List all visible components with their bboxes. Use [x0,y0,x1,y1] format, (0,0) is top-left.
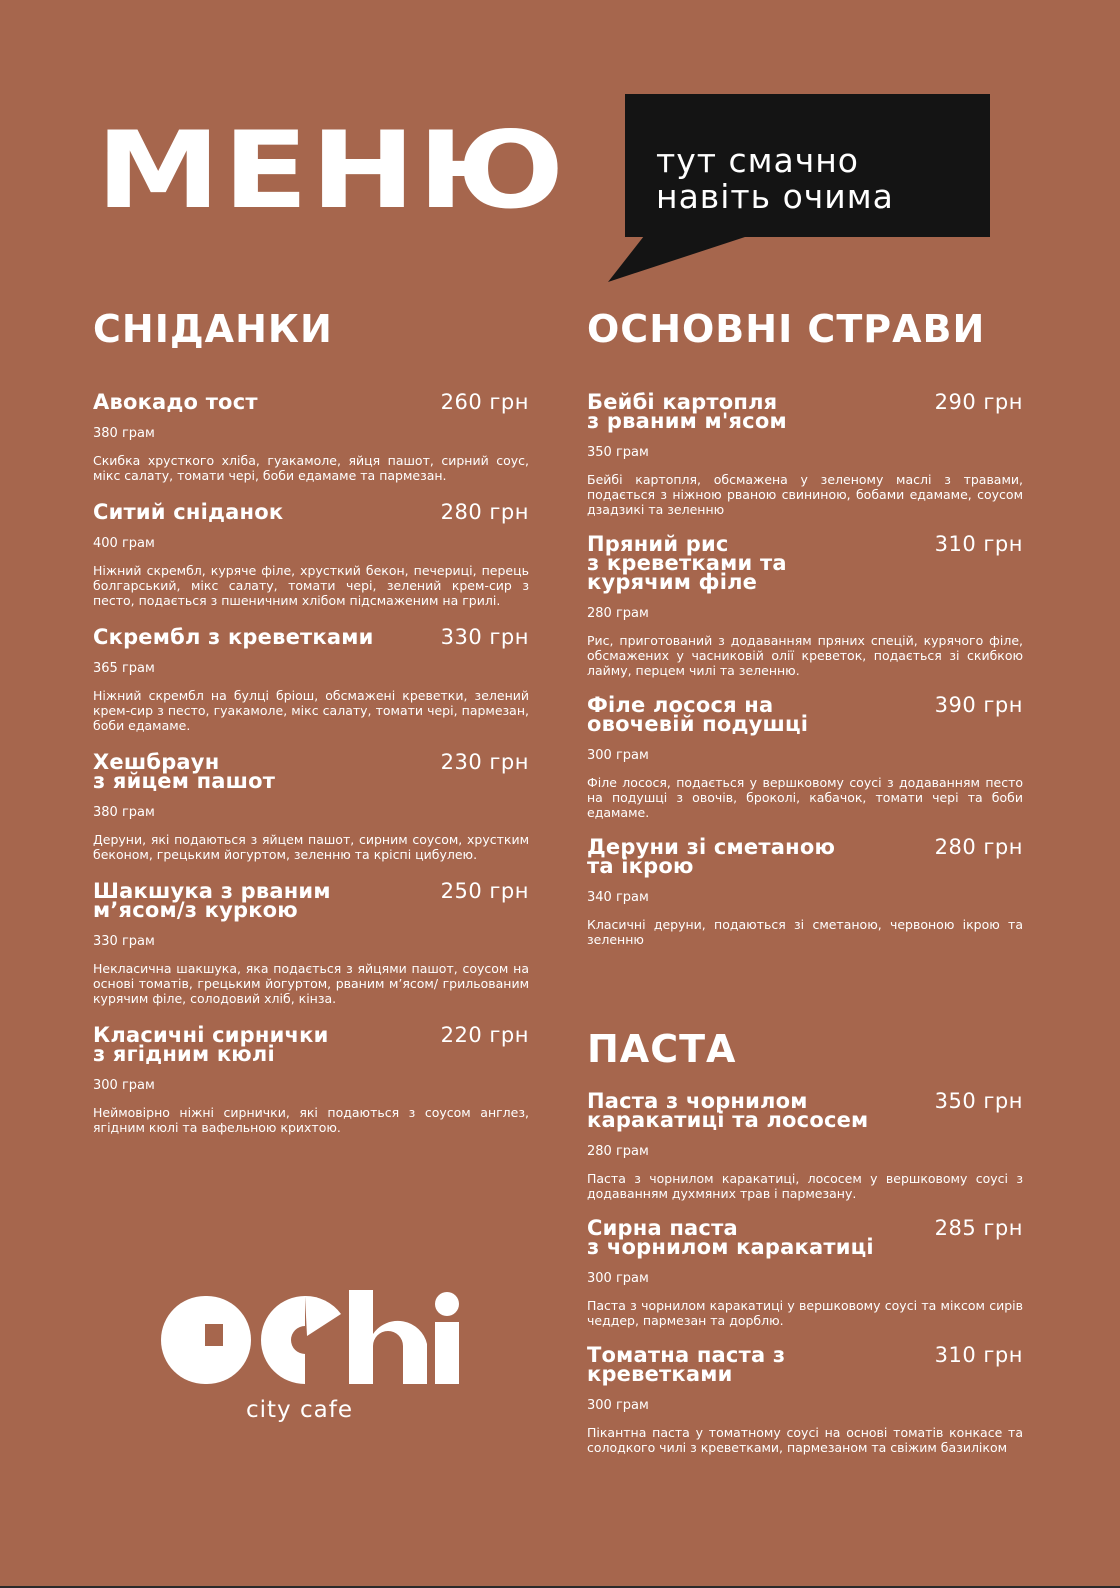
menu-item-header [587,693,1023,736]
menu-item-description: Пікантна паста у томатному соусі на основі томатів конкасе та солодкого чилі з креветками, пармезаном та свіжим базиліком [587,1425,1023,1455]
menu-item [587,693,1023,820]
menu-item-price: 280 грн [934,835,1023,859]
menu-item [93,390,529,483]
menu-item-header [93,879,529,922]
menu-item-name: Бейбі картопля з рваним м'ясом [587,390,787,433]
menu-item-name: Томатна паста з креветками [587,1343,786,1386]
menu-item-price: 250 грн [440,879,529,903]
menu-item-price: 220 грн [440,1023,529,1047]
ochi-logo [155,1290,465,1390]
menu-item-header [587,390,1023,433]
menu-item-name: Авокадо тост [93,390,258,414]
section-title-breakfast: СНІДАНКИ [93,307,333,351]
menu-item-price: 230 грн [440,750,529,774]
menu-item-description: Некласична шакшука, яка подається з яйцями пашот, соусом на основі томатів, грецьким йогуртом, рваним м’ясом/ грильованим курячим філе, солодовий хліб, кінза. [93,961,529,1006]
menu-item [93,625,529,733]
menu-item-weight: 280 грам [587,606,649,621]
menu-item-weight: 300 грам [93,1078,155,1093]
menu-item-name: Хешбраун з яйцем пашот [93,750,276,793]
pasta-list [587,1089,1023,1473]
breakfast-list [93,390,529,1155]
menu-item-description: Філе лосося, подається у вершковому соусі з додаванням песто на подушці з овочів, броколі, кабачок, томати чері та боби едамаме. [587,775,1023,820]
menu-item [93,750,529,862]
menu-item-weight: 300 грам [587,1398,649,1413]
menu-item-name: Паста з чорнилом каракатиці та лососем [587,1089,869,1132]
menu-item [93,500,529,608]
menu-item-header [93,625,529,649]
menu-item-weight: 350 грам [587,445,649,460]
menu-item [587,532,1023,678]
menu-item-header [587,835,1023,878]
menu-item-price: 290 грн [934,390,1023,414]
menu-item-description: Бейбі картопля, обсмажена у зеленому маслі з травами, подається з ніжною рваною свининою, бобами едамаме, соусом дзадзикі та зеленню [587,472,1023,517]
section-title-mains: ОСНОВНІ СТРАВИ [587,307,986,351]
menu-item-description: Деруни, які подаються з яйцем пашот, сирним соусом, хрустким беконом, грецьким йогуртом, зеленню та кріспі цибулею. [93,832,529,862]
menu-item-name: Класичні сирнички з ягідним кюлі [93,1023,329,1066]
menu-item-weight: 380 грам [93,805,155,820]
menu-item-header [93,1023,529,1066]
menu-item-weight: 300 грам [587,1271,649,1286]
menu-item-header [587,1216,1023,1259]
menu-item-header [587,1089,1023,1132]
menu-item-price: 310 грн [934,1343,1023,1367]
menu-item-description: Неймовірно ніжні сирнички, які подаються з соусом англез, ягідним кюлі та вафельною крихтою. [93,1105,529,1135]
menu-item-description: Скибка хрусткого хліба, гуакамоле, яйця пашот, сирний соус, мікс салату, томати чері, боби едамаме та пармезан. [93,453,529,483]
menu-item-header [93,750,529,793]
menu-item-header [587,532,1023,594]
bubble-tail-shape [608,236,748,284]
menu-item-price: 280 грн [440,500,529,524]
menu-item-description: Ніжний скрембл, куряче філе, хрусткий бекон, печериці, перець болгарський, мікс салату, томати чері, зелений крем-сир з песто, подається з пшеничним хлібом підсмаженим на грилі. [93,563,529,608]
menu-item-description: Паста з чорнилом каракатиці у вершковому соусі та міксом сирів чеддер, пармезан та дорблю. [587,1298,1023,1328]
menu-item-name: Філе лосося на овочевій подушці [587,693,809,736]
menu-item-weight: 300 грам [587,748,649,763]
menu-item [587,835,1023,947]
menu-item-weight: 280 грам [587,1144,649,1159]
menu-item-description: Ніжний скрембл на булці бріош, обсмажені креветки, зелений крем-сир з песто, гуакамоле, мікс салату, томати чері, пармезан, боби едамаме. [93,688,529,733]
menu-item-description: Паста з чорнилом каракатиці, лососем у вершковому соусі з додаванням духмяних трав і пармезану. [587,1171,1023,1201]
menu-item-header [93,390,529,414]
menu-item [587,1216,1023,1328]
menu-item [587,1343,1023,1455]
menu-item-description: Рис, приготований з додаванням пряних спецій, курячого філе, обсмажених у часниковій олії креветок, подається зі скибкою лайму, перцем чилі та зеленню. [587,633,1023,678]
menu-item-weight: 365 грам [93,661,155,676]
menu-item-header [93,500,529,524]
menu-item-weight: 330 грам [93,934,155,949]
mains-list [587,390,1023,965]
menu-item-name: Сирна паста з чорнилом каракатиці [587,1216,874,1259]
tagline-bubble [625,94,990,237]
menu-item-description: Класичні деруни, подаються зі сметаною, червоною ікрою та зеленню [587,917,1023,947]
menu-item-price: 310 грн [934,532,1023,556]
menu-item-price: 285 грн [934,1216,1023,1240]
menu-item [93,1023,529,1135]
menu-item-name: Пряний рис з креветками та курячим філе [587,532,787,594]
menu-item-price: 390 грн [934,693,1023,717]
menu-title: МЕНЮ [96,109,567,232]
menu-item-header [587,1343,1023,1386]
section-title-pasta: ПАСТА [587,1027,737,1071]
menu-item [93,879,529,1006]
menu-item [587,390,1023,517]
menu-item-weight: 380 грам [93,426,155,441]
menu-item-price: 350 грн [934,1089,1023,1113]
menu-item-weight: 340 грам [587,890,649,905]
menu-item-price: 260 грн [440,390,529,414]
tagline-text: тут смачно навіть очима [656,141,894,216]
menu-item-name: Ситий сніданок [93,500,284,524]
menu-item-name: Скрембл з креветками [93,625,374,649]
menu-item-name: Деруни зі сметаною та ікрою [587,835,836,878]
menu-item [587,1089,1023,1201]
logo-subtitle: city cafe [246,1397,353,1423]
menu-item-weight: 400 грам [93,536,155,551]
menu-item-name: Шакшука з рваним м’ясом/з куркою [93,879,331,922]
menu-item-price: 330 грн [440,625,529,649]
